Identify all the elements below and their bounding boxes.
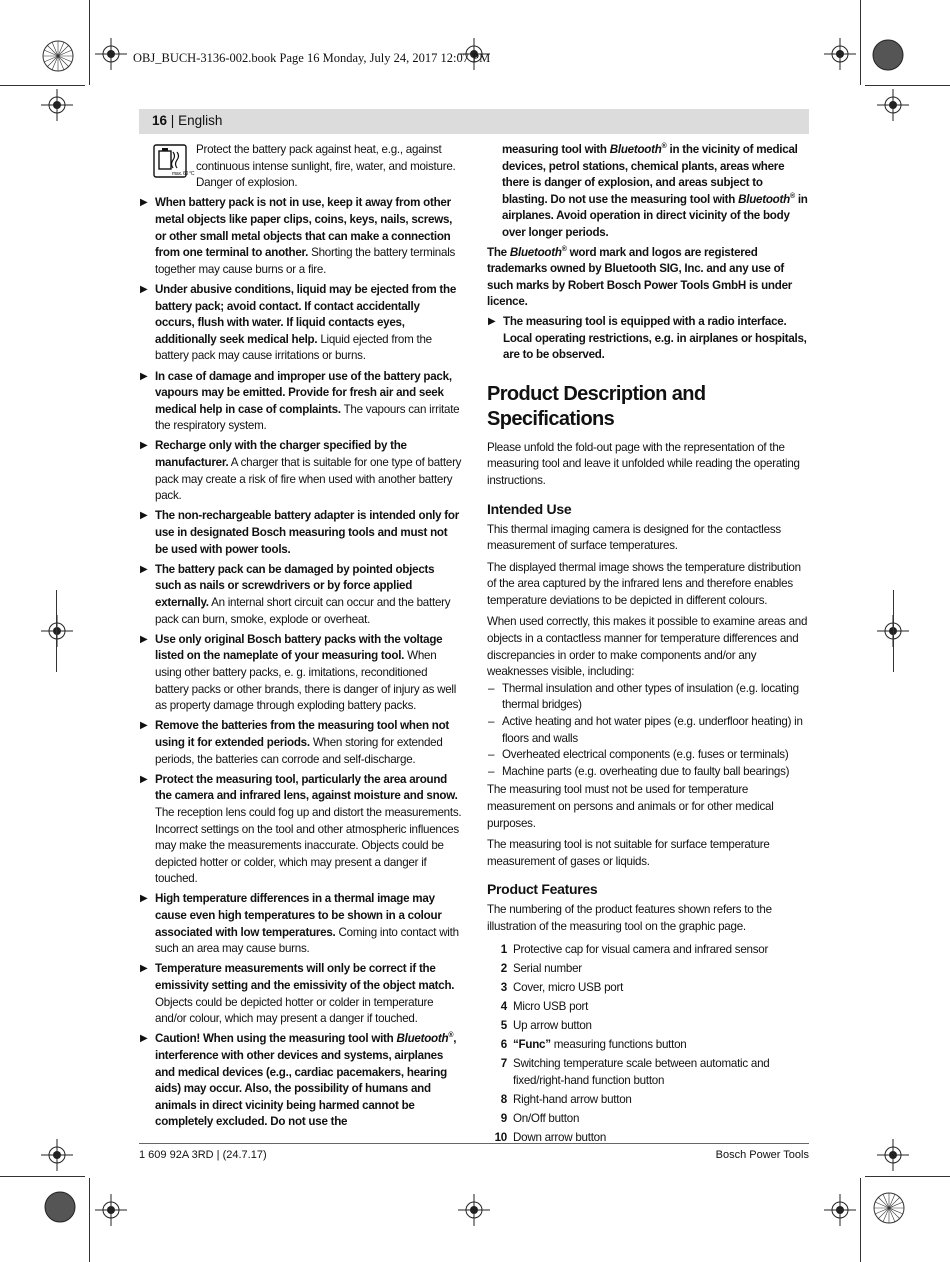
left-column: [139, 142, 462, 1135]
trademark-notice: [487, 245, 809, 311]
bluetooth-brand: Bluetooth: [396, 1032, 449, 1046]
registered-mark: ®: [661, 143, 667, 151]
intended-use-dash-list: [487, 681, 809, 781]
item-normal-text: Danger of explosion.: [196, 176, 298, 190]
trademark-text: word mark and logos are registered trademarks owned by Bluetooth SIG, Inc. and any use of such marks by Robert Bosch Power Tools GmbH is under licence.: [487, 245, 793, 309]
intended-use-paragraph: The displayed thermal image shows the temperature distribution of the area captured by the infrared lens and therefore enables temperature deviations to be depicted in different colours.: [487, 560, 801, 607]
item-bold-text: Protect the measuring tool, particularly the area around the camera and infrared lens, against moisture and snow.: [155, 772, 458, 803]
target-mark-bottom-1: [95, 1194, 127, 1226]
feature-number: 4: [500, 999, 507, 1013]
feature-bold-label: “Func”: [513, 1038, 551, 1052]
bluetooth-brand: Bluetooth: [738, 192, 790, 206]
dash-glyph: –: [488, 681, 495, 695]
bluetooth-caution-continuation: [487, 142, 809, 242]
dash-list-item: [487, 764, 809, 781]
item-normal-text: When storing for extended periods, the batteries can corrode and self-discharge.: [155, 735, 443, 766]
target-mark-top-3: [824, 38, 856, 70]
feature-list-item: [487, 999, 809, 1016]
safety-bullet-item: [139, 282, 462, 365]
intended-use-closing: The measuring tool must not be used for temperature measurement on persons and animals or for other medical purposes.: [487, 783, 774, 830]
feature-list-item: [487, 1130, 809, 1147]
item-bold-text: Remove the batteries from the measuring tool when not using it for extended periods.: [155, 719, 450, 749]
feature-text: On/Off button: [513, 1111, 580, 1125]
dash-list-item: [487, 747, 809, 764]
safety-bullet-item: [139, 718, 462, 768]
dash-item-text: Thermal insulation and other types of insulation (e.g. locating thermal bridges): [502, 681, 799, 712]
left-bullet-list: [139, 195, 462, 1027]
feature-text: Switching temperature scale between automatic and fixed/right-hand function button: [513, 1057, 770, 1087]
continuation-text: in airplanes. Avoid operation in direct vicinity of the body over longer periods.: [502, 192, 808, 239]
bullet-triangle-icon: ▶: [140, 440, 148, 452]
item-bold-text: Temperature measurements will only be correct if the emissivity setting and the emissivity of the object match.: [155, 962, 455, 993]
registration-mark-top-left: [40, 38, 76, 74]
page-header-band: [139, 109, 809, 134]
radio-interface-item: [487, 314, 809, 364]
target-mark-bottom-2: [458, 1194, 490, 1226]
item-bold-text: Protect the battery pack against heat, e.g., against continuous intense sunlight, fire, water, and moisture.: [196, 143, 456, 173]
running-header: OBJ_BUCH-3136-002.book Page 16 Monday, July 24, 2017 12:07 PM: [133, 51, 491, 65]
bullet-triangle-icon: ▶: [140, 283, 148, 295]
dash-item-text: Active heating and hot water pipes (e.g. underfloor heating) in floors and walls: [502, 715, 803, 745]
bullet-triangle-icon: ▶: [140, 963, 148, 975]
bluetooth-brand: Bluetooth: [509, 245, 562, 259]
dash-item-text: Machine parts (e.g. overheating due to faulty ball bearings): [502, 764, 790, 778]
bullet-triangle-icon: ▶: [140, 720, 148, 732]
item-normal-text: When using other battery packs, e. g. imitations, reconditioned battery packs or other brands, there is danger of injury as well as property damage through exploding battery packs.: [155, 649, 457, 713]
target-mark-right-bottom: [877, 1139, 909, 1171]
bullet-triangle-icon: ▶: [140, 893, 148, 905]
crop-line-left-middle: [56, 590, 57, 672]
bullet-triangle-icon: ▶: [140, 773, 148, 785]
registered-mark: ®: [789, 192, 795, 200]
item-normal-text: An internal short circuit can occur and the battery pack can burn, smoke, explode or overheat.: [155, 596, 451, 626]
header-separator: |: [170, 113, 175, 128]
dash-glyph: –: [488, 764, 495, 778]
dash-glyph: –: [488, 748, 495, 762]
bullet-triangle-icon: ▶: [140, 1033, 148, 1045]
item-bold-text: The measuring tool is equipped with a radio interface. Local operating restrictions, e.g. in airplanes or hospitals, are to be observed.: [503, 314, 807, 362]
safety-bullet-item: [139, 632, 462, 715]
intended-use-paragraph: This thermal imaging camera is designed for the contactless measurement of surface temperatures.: [487, 522, 781, 553]
feature-number: 1: [500, 942, 507, 956]
feature-text: Protective cap for visual camera and infrared sensor: [513, 942, 769, 956]
item-normal-text: The reception lens could fog up and distort the measurements. Incorrect settings on the tool and other atmospheric influences may make the measurements inaccurate. Objects could be depicted hotter or colder, which may present a danger if touched.: [155, 805, 462, 886]
page-number: 16: [152, 113, 168, 128]
crop-line-right-middle: [893, 590, 894, 672]
dash-list-item: [487, 714, 809, 747]
bullet-triangle-icon: ▶: [140, 633, 148, 645]
dash-list-item: [487, 681, 809, 714]
item-normal-text: Liquid ejected from the battery pack may cause irritations or burns.: [155, 332, 432, 363]
item-normal-text: Shorting the battery terminals together may cause burns or a fire.: [155, 246, 456, 276]
feature-number: 5: [500, 1018, 507, 1032]
product-features-list: [487, 942, 809, 1147]
feature-list-item: [487, 1111, 809, 1128]
bullet-triangle-icon: ▶: [488, 315, 496, 327]
intended-use-paragraph: When used correctly, this makes it possible to examine areas and objects in a contactless manner for temperature differences and discrepancies in order to make components and/or any weaknesses visible, including:: [487, 615, 808, 679]
target-mark-top-1: [95, 38, 127, 70]
bullet-triangle-icon: ▶: [140, 197, 148, 209]
feature-list-item: [487, 980, 809, 997]
heat-warning-item: [139, 142, 462, 192]
feature-list-item: [487, 1037, 809, 1054]
heat-sun-fire-water-icon: [153, 144, 195, 178]
continuation-text: in the vicinity of medical devices, petrol stations, chemical plants, areas where there is danger of explosion, and areas subject to blasting. Do not use the measuring tool with: [502, 143, 798, 206]
target-mark-left-bottom: [41, 1139, 73, 1171]
bullet-triangle-icon: ▶: [140, 563, 148, 575]
registration-mark-bottom-right: [871, 1190, 907, 1226]
feature-text: Up arrow button: [513, 1018, 592, 1032]
header-language: English: [178, 113, 223, 128]
color-dot-bottom-left: [43, 1190, 77, 1224]
item-bold-text: Caution! When using the measuring tool with: [155, 1032, 397, 1046]
feature-text: Cover, micro USB port: [513, 980, 624, 994]
continuation-text: measuring tool with: [502, 143, 610, 156]
bullet-triangle-icon: ▶: [140, 370, 148, 382]
feature-number: 2: [500, 961, 507, 975]
feature-text: Right-hand arrow button: [513, 1092, 632, 1106]
safety-bullet-item: [139, 508, 462, 558]
feature-number: 9: [500, 1111, 507, 1125]
item-bold-text: Under abusive conditions, liquid may be ejected from the battery pack; avoid contact. If contact accidentally occurs, flush with water. If liquid contacts eyes, additionally seek medical help.: [155, 282, 457, 346]
feature-list-item: [487, 1092, 809, 1109]
right-column: [487, 142, 809, 1149]
safety-bullet-item: [139, 772, 462, 888]
feature-list-item: [487, 942, 809, 959]
item-bold-text: Recharge only with the charger specified by the manufacturer.: [155, 439, 407, 470]
bluetooth-brand: Bluetooth: [609, 143, 662, 156]
product-features-intro: The numbering of the product features shown refers to the illustration of the measuring tool on the graphic page.: [487, 903, 772, 933]
registered-mark: ®: [448, 1032, 454, 1040]
safety-bullet-item: [139, 961, 462, 1027]
item-bold-text: In case of damage and improper use of the battery pack, vapours may be emitted. Provide for fresh air and seek medical help in case of complaints.: [155, 369, 452, 416]
color-dot-top-right: [871, 38, 905, 72]
feature-list-item: [487, 1056, 809, 1089]
target-mark-right-top: [877, 89, 909, 121]
dash-glyph: –: [488, 715, 495, 729]
item-bold-text: High temperature differences in a thermal image may cause even high temperatures to be shown in a colour associated with low temperatures.: [155, 892, 442, 939]
item-bold-text: Use only original Bosch battery packs with the voltage listed on the nameplate of your measuring tool.: [155, 632, 443, 663]
item-normal-text: Objects could be depicted hotter or colder in temperature and/or colour, which may present a danger if touched.: [155, 995, 434, 1026]
target-mark-bottom-3: [824, 1194, 856, 1226]
trademark-text: The: [487, 245, 510, 259]
feature-text: Micro USB port: [513, 999, 589, 1013]
footer-right: Bosch Power Tools: [715, 1149, 809, 1161]
target-mark-left-top: [41, 89, 73, 121]
feature-number: 6: [500, 1038, 507, 1052]
feature-number: 7: [500, 1057, 507, 1071]
intended-use-heading: Intended Use: [487, 500, 572, 517]
page-header: [152, 113, 222, 128]
item-normal-text: A charger that is suitable for one type of battery pack may create a risk of fire when used with another battery pack.: [155, 456, 462, 503]
feature-list-item: [487, 961, 809, 978]
footer-left: 1 609 92A 3RD | (24.7.17): [139, 1149, 267, 1161]
safety-bullet-item: [139, 562, 462, 628]
registered-mark: ®: [561, 245, 567, 253]
picto-temperature-label: max. 60 °C: [172, 171, 195, 177]
item-bold-text: The battery pack can be damaged by pointed objects such as nails or screwdrivers or by force applied externally.: [155, 562, 435, 609]
item-normal-text: Coming into contact with such an area may cause burns.: [155, 925, 459, 956]
item-bold-text-cont: , interference with other devices and systems, airplanes and medical devices (e.g., cardiac pacemakers, hearing aids) may occur. Also, the possibility of humans and animals in direct vicinity being harmed cannot be completely excluded. Do not use the: [155, 1032, 457, 1129]
item-normal-text: The vapours can irritate the respiratory system.: [155, 402, 460, 433]
section-intro: Please unfold the fold-out page with the representation of the measuring tool and leave it unfolded while reading the operating instructions.: [487, 440, 800, 487]
feature-text: measuring functions button: [550, 1038, 687, 1052]
item-bold-text: The non-rechargeable battery adapter is intended only for use in designated Bosch measuring tools and must not be used with power tools.: [155, 509, 459, 556]
product-features-heading: Product Features: [487, 881, 598, 898]
safety-bullet-item: [139, 438, 462, 504]
safety-bullet-item: [139, 891, 462, 957]
feature-text: Down arrow button: [513, 1131, 607, 1144]
safety-bullet-item: [139, 369, 462, 435]
feature-list-item: [487, 1018, 809, 1035]
feature-text: Serial number: [513, 961, 582, 975]
intended-use-closing: The measuring tool is not suitable for surface temperature measurement of gases or liquids.: [487, 838, 770, 868]
feature-number: 8: [500, 1092, 507, 1106]
bluetooth-caution-item: [139, 1031, 462, 1131]
dash-item-text: Overheated electrical components (e.g. fuses or terminals): [502, 748, 789, 762]
item-bold-text: When battery pack is not in use, keep it away from other metal objects like paper clips, coins, keys, nails, screws, or other small metal objects that can make a connection from one terminal to another.: [155, 196, 453, 260]
safety-bullet-item: [139, 195, 462, 278]
feature-number: 3: [500, 980, 507, 994]
target-mark-left-middle: [41, 615, 73, 647]
bullet-triangle-icon: ▶: [140, 510, 148, 522]
feature-number: 10: [494, 1131, 507, 1144]
section-title: Product Description and Specifications: [487, 382, 706, 430]
